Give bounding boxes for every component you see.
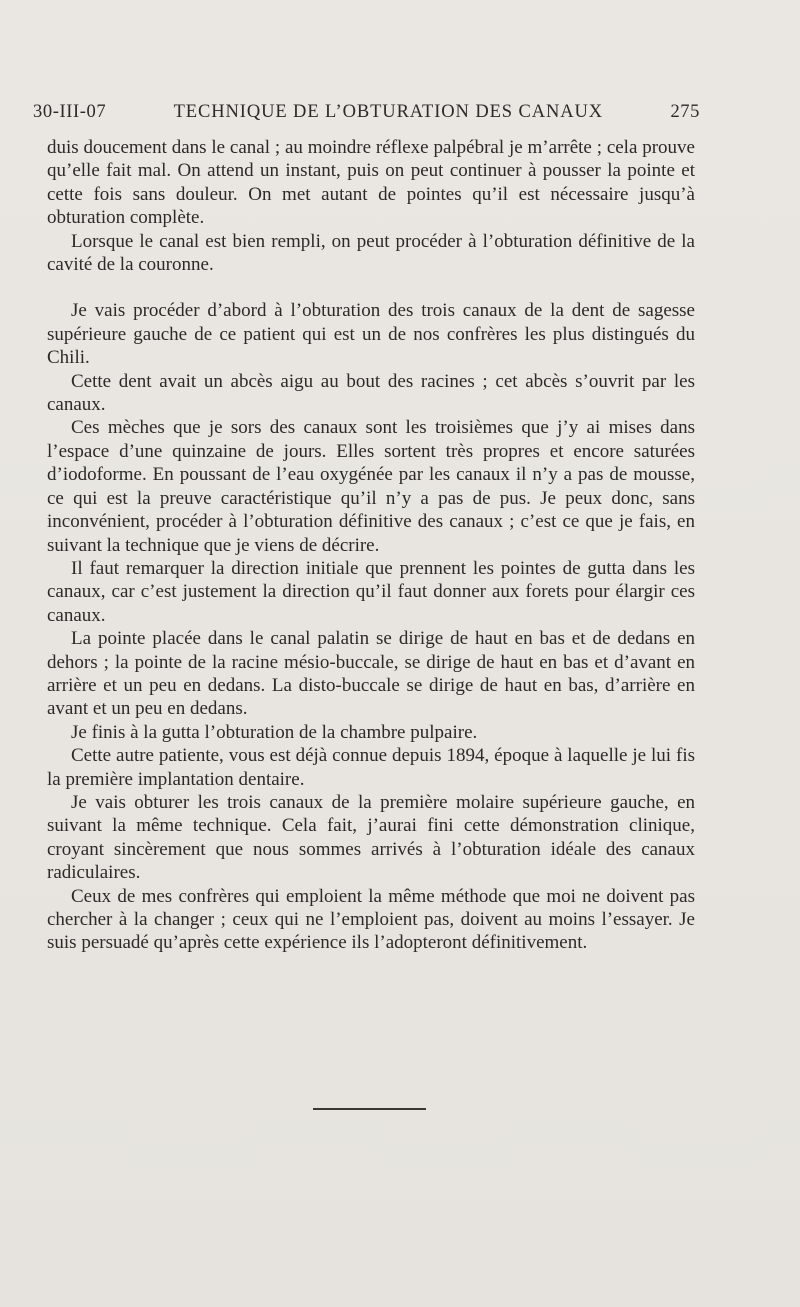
paragraph: duis doucement dans le canal ; au moindre réflexe palpébral je m’arrête ; cela prouve qu’elle fait mal. On attend un instant, puis on peut continuer à pousser la pointe et cette fois sans douleur. On met autant de pointes qu’il est nécessaire jusqu’à obturation complète. xyxy=(47,137,695,229)
paragraph: Il faut remarquer la direction initiale que prennent les pointes de gutta dans les canaux, car c’est justement la direction qu’il faut donner aux forets pour élargir ces canaux. xyxy=(47,557,695,626)
paragraph: Lorsque le canal est bien rempli, on peut procéder à l’obturation définitive de la cavité de la couronne. xyxy=(47,230,695,276)
paragraph: La pointe placée dans le canal palatin se dirige de haut en bas et de dedans en dehors ; la pointe de la racine mésio-buccale, se dirige de haut en bas et d’avant en arrière et un peu en dedans. La disto-buccale se dirige de haut en bas, d’arrière en avant et un peu en dedans. xyxy=(47,628,695,720)
end-rule xyxy=(313,1108,426,1110)
paragraph: Je vais obturer les trois canaux de la première molaire supérieure gauche, en suivant la même technique. Cela fait, j’aurai fini cette démonstration clinique, croyant sincèrement que nous sommes arrivés à l’obturation idéale des canaux radiculaires. xyxy=(47,791,695,884)
running-head xyxy=(33,102,700,130)
paragraph: Ces mèches que je sors des canaux sont les troisièmes que j’y ai mises dans l’espace d’une quinzaine de jours. Elles sortent très propres et encore saturées d’iodoforme. En poussant de l’eau oxygénée par les canaux il n’y a pas de mousse, ce qui est la preuve caractéristique qu’il n’y a pas de pus. Je peux donc, sans inconvénient, procéder à l’obturation définitive des canaux ; c’est ce que je fais, en suivant la technique que je viens de décrire. xyxy=(47,417,695,556)
header-title: TECHNIQUE DE L’OBTURATION DES CANAUX xyxy=(173,102,604,122)
paragraph: Je vais procéder d’abord à l’obturation des trois canaux de la dent de sagesse supérieure gauche de ce patient qui est un de nos confrères les plus distingués du Chili. xyxy=(47,300,695,369)
page-number: 275 xyxy=(670,102,700,122)
paragraph: Cette autre patiente, vous est déjà connue depuis 1894, époque à laquelle je lui fis la première implantation dentaire. xyxy=(47,745,695,790)
paragraph: Je finis à la gutta l’obturation de la chambre pulpaire. xyxy=(71,721,478,743)
header-date: 30-III-07 xyxy=(33,102,107,122)
paragraph: Cette dent avait un abcès aigu au bout des racines ; cet abcès s’ouvrit par les canaux. xyxy=(47,370,695,416)
body-text xyxy=(47,136,695,955)
paragraph: Ceux de mes confrères qui emploient la même méthode que moi ne doivent pas chercher à la changer ; ceux qui ne l’emploient pas, doivent au moins l’essayer. Je suis persuadé qu’après cette expérience ils l’adopteront définitivement. xyxy=(47,885,695,954)
